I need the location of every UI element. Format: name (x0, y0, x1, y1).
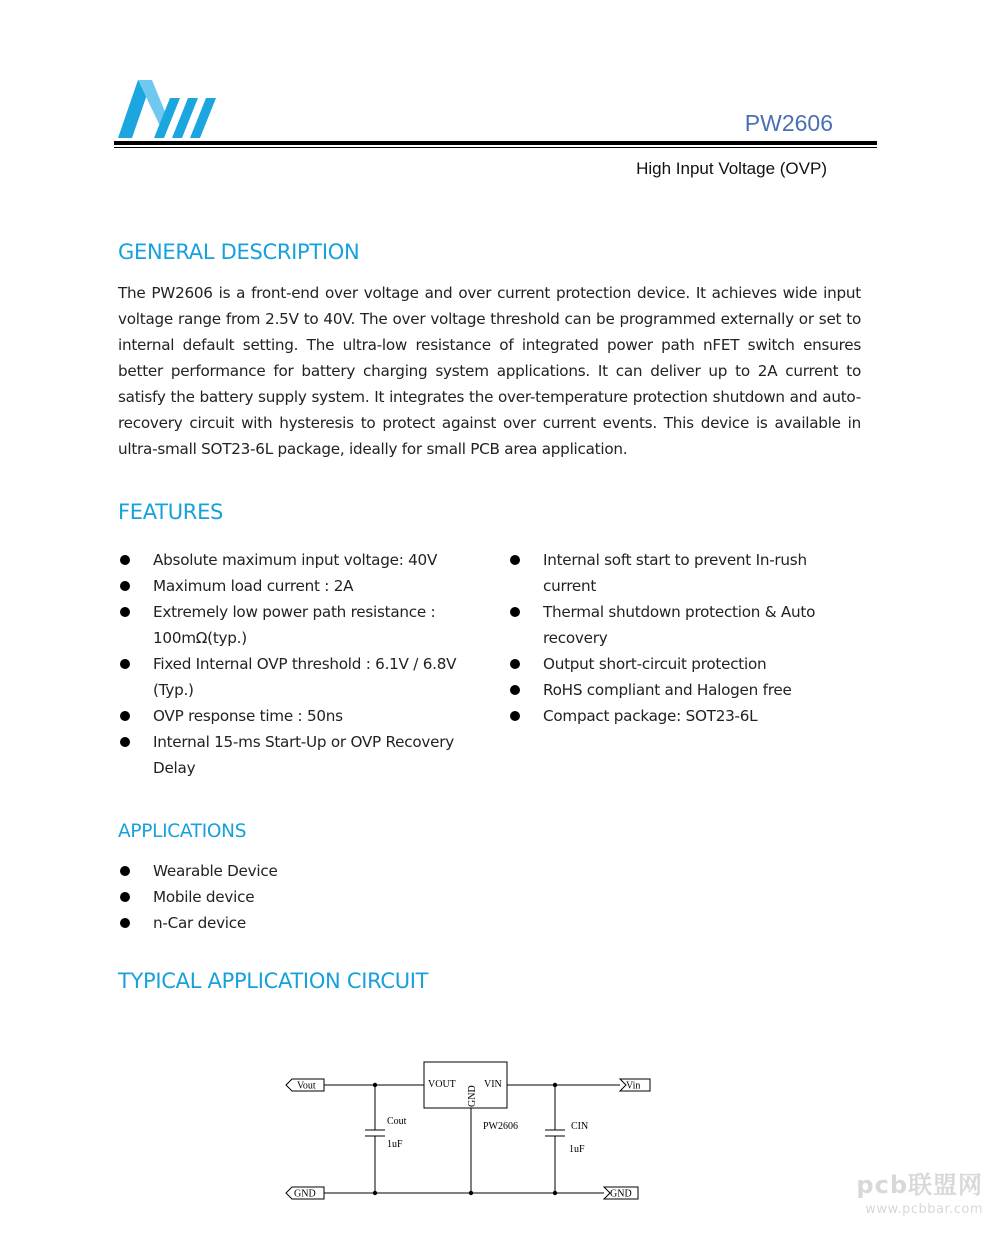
list-item: Output short-circuit protection (508, 651, 838, 677)
list-item: Thermal shutdown protection & Auto recovery (508, 599, 838, 651)
list-item: Mobile device (118, 884, 448, 910)
junction-dot (373, 1191, 377, 1195)
gnd-right-label: GND (610, 1188, 632, 1200)
company-logo (114, 70, 224, 142)
pin-vout-label: VOUT (428, 1079, 456, 1090)
features-list-left (118, 547, 478, 781)
header-rule-thick (114, 141, 877, 145)
part-number: PW2606 (744, 110, 833, 136)
application-circuit-schematic (280, 1050, 660, 1210)
list-item: Maximum load current : 2A (118, 573, 478, 599)
junction-dot (553, 1083, 557, 1087)
general-description-heading: GENERAL DESCRIPTION (118, 240, 360, 264)
bullet-icon (120, 581, 130, 591)
watermark-url: www.pcbbar.com (865, 1202, 983, 1217)
list-item: Internal 15-ms Start-Up or OVP Recovery Delay (118, 729, 478, 781)
applications-list (118, 858, 448, 936)
bullet-icon (120, 918, 130, 928)
vin-port-label: Vin (626, 1080, 641, 1092)
features-heading: FEATURES (118, 500, 224, 524)
bullet-icon (120, 737, 130, 747)
bullet-icon (510, 711, 520, 721)
general-description-text: The PW2606 is a front-end over voltage and over current protection device. It achieves wide input voltage range from 2.5V to 40V. The over voltage threshold can be programmed externally or set to internal default setting. The ultra-low resistance of integrated power path nFET switch ensures better performance for battery charging system applications. It can deliver up to 2A current to satisfy the battery supply system. It integrates the over-temperature protection shutdown and auto-recovery circuit with hysteresis to protect against over current events. This device is available in ultra-small SOT23-6L package, ideally for small PCB area application. (118, 284, 861, 458)
bullet-icon (510, 555, 520, 565)
bullet-icon (120, 555, 130, 565)
bullet-icon (120, 892, 130, 902)
junction-dot (553, 1191, 557, 1195)
watermark (856, 1165, 983, 1217)
junction-dot (469, 1191, 473, 1195)
cin-value: 1uF (569, 1144, 585, 1155)
bullet-icon (120, 659, 130, 669)
list-item: Absolute maximum input voltage: 40V (118, 547, 478, 573)
bullet-icon (510, 659, 520, 669)
bullet-icon (120, 866, 130, 876)
bullet-icon (510, 607, 520, 617)
applications-heading: APPLICATIONS (118, 821, 247, 842)
document-subtitle: High Input Voltage (OVP) (636, 159, 827, 178)
features-list-right (508, 547, 838, 729)
list-item: RoHS compliant and Halogen free (508, 677, 838, 703)
bullet-icon (510, 685, 520, 695)
list-item: n-Car device (118, 910, 448, 936)
junction-dot (373, 1083, 377, 1087)
header-rule-thin (114, 147, 877, 148)
gnd-left-label: GND (294, 1188, 316, 1200)
vout-port-label: Vout (297, 1080, 316, 1092)
list-item: Extremely low power path resistance : 100mΩ(typ.) (118, 599, 478, 651)
pin-gnd-label: GND (467, 1085, 478, 1107)
list-item: Wearable Device (118, 858, 448, 884)
list-item: Internal soft start to prevent In-rush current (508, 547, 838, 599)
cout-label: Cout (387, 1116, 407, 1127)
pin-vin-label: VIN (484, 1079, 502, 1090)
cin-label: CIN (571, 1121, 589, 1132)
watermark-logo-text: pcb联盟网 (856, 1171, 983, 1199)
cout-value: 1uF (387, 1139, 403, 1150)
list-item: Fixed Internal OVP threshold : 6.1V / 6.8V (Typ.) (118, 651, 478, 703)
bullet-icon (120, 711, 130, 721)
ic-name-label: PW2606 (483, 1121, 518, 1132)
list-item: Compact package: SOT23-6L (508, 703, 838, 729)
bullet-icon (120, 607, 130, 617)
typical-application-circuit-heading: TYPICAL APPLICATION CIRCUIT (118, 969, 429, 993)
list-item: OVP response time : 50ns (118, 703, 478, 729)
